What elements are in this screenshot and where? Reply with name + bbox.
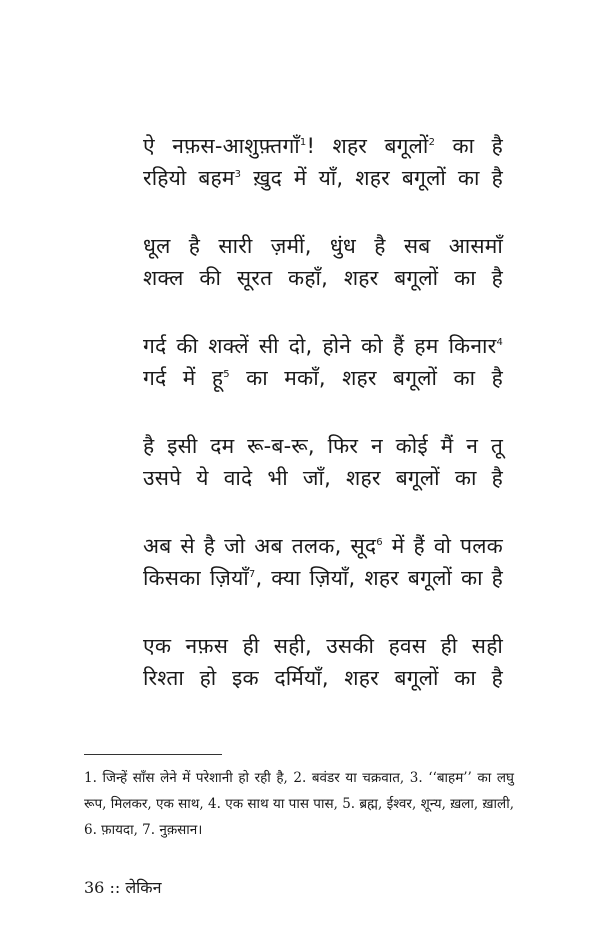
- verse-line: [143, 230, 503, 262]
- verse-text: रहियो बहम: [143, 166, 235, 190]
- verse-text: उसपे ये वादे भी जाँ, शहर बगूलों का है: [143, 466, 503, 490]
- verse-text: का मकाँ, शहर बगूलों का है: [229, 366, 504, 390]
- verse-line: [143, 330, 503, 362]
- verse-line: [143, 630, 503, 662]
- verse-text: रिश्ता हो इक दर्मियाँ, शहर बगूलों का है: [143, 666, 503, 690]
- footnote-marker: 1: [299, 137, 307, 148]
- verse-text: अब से है जो अब तलक, सूद: [143, 534, 377, 558]
- verse-line: [143, 662, 503, 694]
- verse-text: ख़ुद में याँ, शहर बगूलों का है: [241, 166, 503, 190]
- verse-text: , क्या ज़ियाँ, शहर बगूलों का है: [255, 566, 503, 590]
- verse-line: [143, 362, 503, 394]
- footnotes: [84, 765, 514, 843]
- verse-text: गर्द में हू: [143, 366, 224, 390]
- page-folio: 36 :: लेकिन: [84, 878, 162, 897]
- footnote-line: रूप, मिलकर, एक साथ, 4. एक साथ या पास पास, 5. ब्रह्म, ईश्वर, शून्य, ख़ला, ख़ाली,: [84, 796, 514, 812]
- couplet: [143, 430, 503, 494]
- verse-text: शक्ल की सूरत कहाँ, शहर बगूलों का है: [143, 266, 503, 290]
- verse-text: ! शहर बगूलों: [306, 134, 429, 158]
- couplet: [143, 130, 503, 194]
- verse-text: में हैं वो पलक: [382, 534, 503, 558]
- footnote-line: 6. फ़ायदा, 7. नुक़सान।: [84, 822, 203, 838]
- verse-text: धूल है सारी ज़मीं, धुंध है सब आसमाँ: [143, 234, 503, 258]
- verse-text: का है: [435, 134, 503, 158]
- verse-line: [143, 562, 503, 594]
- footnote-divider: [84, 754, 222, 755]
- verse-text: किसका ज़ियाँ: [143, 566, 249, 590]
- verse-line: [143, 262, 503, 294]
- couplet: [143, 330, 503, 394]
- verse-text: है इसी दम रू-ब-रू, फिर न कोई मैं न तू: [143, 434, 503, 458]
- poem-ghazal: [143, 130, 503, 730]
- verse-line: [143, 162, 503, 194]
- verse-line: [143, 430, 503, 462]
- verse-text: ऐ नफ़स-आशुफ़्तगाँ: [143, 134, 300, 158]
- footnote-marker: 7: [248, 569, 256, 580]
- couplet: [143, 530, 503, 594]
- footnote-marker: 2: [428, 137, 436, 148]
- verse-text: एक नफ़स ही सही, उसकी हवस ही सही: [143, 634, 503, 658]
- verse-line: [143, 130, 503, 162]
- footnote-marker: 5: [223, 369, 230, 380]
- footnote-line: 1. जिन्हें साँस लेने में परेशानी हो रही है, 2. बवंडर या चक्रवात, 3. ‘‘बाहम’’ का लघु: [84, 770, 514, 786]
- couplet: [143, 230, 503, 294]
- verse-line: [143, 530, 503, 562]
- footnote-marker: 6: [376, 537, 383, 548]
- verse-line: [143, 462, 503, 494]
- couplet: [143, 630, 503, 694]
- verse-text: गर्द की शक्लें सी दो, होने को हैं हम किनार: [143, 334, 497, 358]
- footnote-marker: 3: [234, 169, 242, 180]
- footnote-marker: 4: [496, 337, 503, 348]
